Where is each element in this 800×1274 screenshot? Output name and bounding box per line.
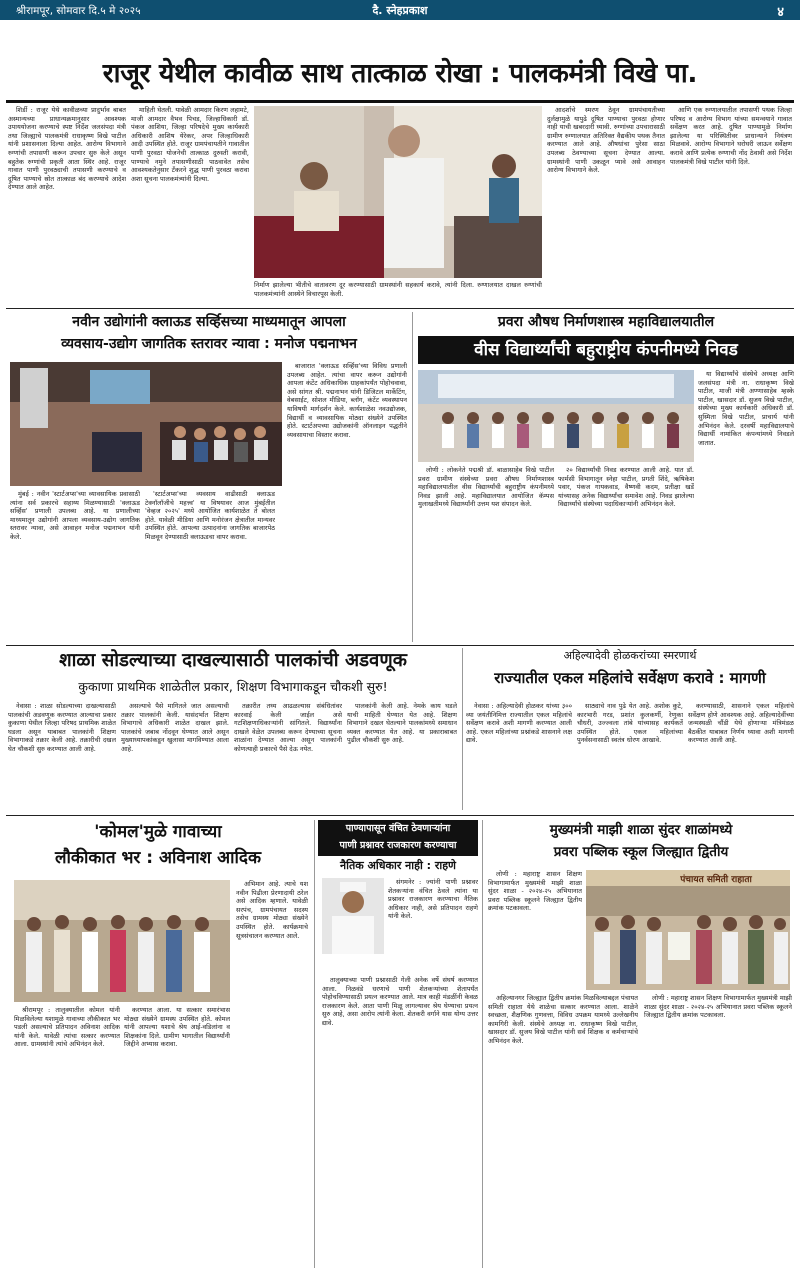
lead-headline: राजूर येथील कावीळ साथ तात्काळ रोखा : पालकमंत्री विखे पा.	[102, 58, 698, 89]
water-kicker-box	[318, 820, 478, 856]
lead-column-2: माहिती घेतली. यावेळी आमदार किरण लहामटे, माजी आमदार वैभव पिचड, जिल्हाधिकारी डॉ. पंकज आशिया, जिल्हा परिषदेचे मुख्य कार्यकारी अधिकारी आशिष येरेकर, अपर जिल्हाधिकारी आदी उपस्थित होते. राजूर ग्रामपंचायतीने गावातील पाणी पुरवठा योजनेची तात्काळ दुरुस्ती करावी, पाण्याचे नमुने तपासणीसाठी पाठवावेत तसेच आवश्यकतेनुसार टँकरने शुद्ध पाणी पुरवठा करावा अशा सूचना पालकमंत्र्यांनी दिल्या.	[131, 106, 249, 183]
school-column-3: तक्रारीत तथ्य आढळल्यास संबंधितांवर कारवाई केली जाईल असे गटशिक्षणाधिकाऱ्यांनी सांगितले. विद्यार्थ्यांना दाखले वेळेत उपलब्ध करून देण्याच्या सूचना शाळांना देण्यात आल्या असून पालकांनी कोणत्याही प्रकारचे पैसे देऊ नयेत.	[234, 702, 342, 753]
lead-photo	[254, 106, 542, 278]
komal-column-1: श्रीरामपूर : तालुक्यातील कोमल यांनी मिळविलेल्या यशामुळे गावाच्या लौकीकात भर पडली असल्याचे प्रतिपादन अविनाश आदिक यांनी केले. यावेळी त्यांचा सत्कार करण्यात आला. ग्रामस्थांनी त्यांचे अभिनंदन केले.	[14, 1006, 120, 1049]
issue-date: श्रीरामपूर, सोमवार दि.५ मे २०२५	[16, 5, 141, 17]
water-headline: नैतिक अधिकार नाही : राहणे	[340, 859, 456, 872]
pharmacy-column-2: २० विद्यार्थ्यांची निवड करण्यात आली आहे. यात डॉ. फार्मसी विभागातून स्नेहा पाटील, प्रगती शिंदे, ऋषिकेश पवार, पंकज गायकवाड, वैष्णवी कदम, प्रतीक्षा खर्डे यांच्यासह अनेक विद्यार्थ्यांचा समावेश आहे. निवड झालेल्या विद्यार्थ्यांचे संस्थेच्या पदाधिकाऱ्यांनी अभिनंदन केले.	[558, 466, 694, 509]
cloud-story-column-2: 'स्टार्टअप्स'च्या व्यवसाय वाढीसाठी क्लाऊड टेक्नॉलॉजीचे महत्त्व' या विषयावर आज मुंबईतील 'वेव्हज २०२५' मध्ये आयोजित कार्यशाळेत ते बोलत होते. यावेळी मीडिया आणि मनोरंजन क्षेत्रातील मान्यवर उपस्थित होते. आपल्या उत्पादनांना जागतिक बाजारपेठ मिळवून देण्यासाठी क्लाऊडचा वापर करावा.	[145, 490, 275, 541]
lead-column-1: शिर्डी : राजूर येथे कावीळच्या प्रादुर्भाव बाबत अस्मान्यच्या प्राधान्यक्रमानुसार आवश्यक उपाययोजना करण्याचे स्पष्ट निर्देश जलसंपदा मंत्री तथा जिल्ह्याचे पालकमंत्री राधाकृष्ण विखे पाटील यांनी प्रशासनाला दिल्या आहेत. आरोग्य विभागाने रुग्णांची तपासणी करून उपचार सुरु केले असून बहुतेक रुग्णांची प्रकृती आता स्थिर आहे. राजूर गावात पाणी पुरवठ्याची तपासणी करण्याचे व दूषित पाण्याचे स्रोत तात्काळ बंद करण्याचे आदेश देण्यात आले आहेत.	[8, 106, 126, 192]
school-award-photo	[586, 870, 790, 990]
single-women-headline: राज्यातील एकल महिलांचे सर्वेक्षण करावे : मागणी	[494, 669, 766, 687]
rahane-portrait	[322, 878, 384, 954]
school-column-1: नेवासा : शाळा सोडल्याच्या दाखल्यासाठी पालकांची अडवणूक करण्यात आल्याचा प्रकार कुकाणा येथील जिल्हा परिषद प्राथमिक शाळेत घडला असून याबाबत पालकांनी शिक्षण विभागाकडे तक्रार केली आहे. तक्रारीची दखल घेत चौकशी सुरु करण्यात आली आहे.	[8, 702, 116, 753]
column-divider	[314, 820, 315, 1268]
cloud-event-photo	[10, 362, 282, 486]
komal-column-3: अभिमान आहे. त्याचे यश नवीन पिढीला प्रेरणादायी ठरेल असे आदिक म्हणाले. यावेळी सरपंच, ग्रामपंचायत सदस्य तसेच ग्रामस्थ मोठ्या संख्येने उपस्थित होते. कार्यक्रमाचे सूत्रसंचालन करण्यात आले.	[236, 880, 308, 940]
cloud-story-column-1: मुंबई : नवीन 'स्टार्टअप्स'च्या व्यावसायिक प्रवासाठी त्यांना सर्व प्रकारचे सहाय्य मिळण्यासाठी 'क्लाऊड सर्व्हिस' प्रणाली उपलब्ध आहे. या प्रणालीच्या माध्यमातून उद्योगांनी आपला व्यवसाय-उद्योग जागतिक स्तरावर न्यावा, असे आवाहन मनोज पद्मनाभन यांनी केले.	[10, 490, 140, 541]
cloud-story-headline-2: व्यवसाय-उद्योग जागतिक स्तरावर न्यावा : मनोज पद्मनाभन	[61, 336, 357, 352]
column-divider	[462, 648, 463, 810]
school-certificate-headline: शाळा सोडल्याच्या दाखल्यासाठी पालकांची अडवणूक	[59, 650, 407, 671]
school-award-column-1: अहिल्यानगर जिल्ह्यात द्वितीय क्रमांक मिळविल्याबद्दल पंचायत समिती राहाता येथे शाळेचा सत्कार करण्यात आला. शाळेने स्वच्छता, शैक्षणिक गुणवत्ता, विविध उपक्रम यामध्ये उल्लेखनीय कामगिरी केली. संस्थेचे अध्यक्ष ना. राधाकृष्ण विखे पाटील, खासदार डॉ. सुजय विखे पाटील यांनी सर्व शिक्षक व कर्मचाऱ्यांचे अभिनंदन केले.	[488, 994, 638, 1045]
column-divider	[482, 820, 483, 1268]
water-kicker-line-2: पाणी प्रश्नावर राजकारण करण्याचा	[339, 840, 457, 851]
cloud-story-headline-1: नवीन उद्योगांनी क्लाऊड सर्व्हिसच्या माध्यमातून आपला	[72, 314, 346, 330]
lead-column-4: आणि एक रुग्णालयातील तपासणी पथक जिल्हा परिषद व आरोग्य विभाग यांच्या समन्वयाने गावात सर्वेक्षण करत आहे. दुषित पाण्यामुळे निर्माण झालेल्या या परिस्थितीवर प्राधान्याने नियंत्रण मिळवावे. आरोग्य विभागाने घरोघरी जाऊन सर्वेक्षण करावे आणि प्रत्येक रुग्णाची नोंद ठेवावी असे निर्देश पालकमंत्री विखे पाटील यांनी दिले.	[670, 106, 792, 166]
school-award-headline-2: प्रवरा पब्लिक स्कूल जिल्ह्यात द्वितीय	[553, 844, 729, 860]
section-divider	[6, 308, 794, 309]
komal-column-2: करण्यात आला. या सत्कार समारंभास मोठ्या संख्येने ग्रामस्थ उपस्थित होते. कोमल यांनी आपल्या यशाचे श्रेय आई-वडिलांना व शिक्षकांना दिले. ग्रामीण भागातील विद्यार्थ्यांनी जिद्दीने अभ्यास करावा.	[124, 1006, 230, 1049]
section-divider	[6, 815, 794, 816]
page-number: ४	[777, 5, 784, 20]
column-divider	[412, 312, 413, 642]
water-kicker-line-1: पाण्यापासून वंचित ठेवणार्‍यांना	[345, 823, 451, 834]
water-bottom-text: तालुक्याच्या पाणी प्रश्नासाठी गेली अनेक वर्षे संघर्ष करण्यात आला. निळवंडे धरणाचे पाणी शेतकऱ्यांच्या शेतापर्यंत पोहोचविण्यासाठी प्रयत्न करण्यात आले. मात्र काही मंडळींनी केवळ राजकारण केले. आता पाणी मिळू लागल्यावर श्रेय घेण्याचा प्रयत्न सुरु आहे, असा आरोप त्यांनी केला. शेतकरी वर्गाने यास योग्य उत्तर द्यावे.	[322, 976, 478, 1027]
school-certificate-subhead: कुकाणा प्राथमिक शाळेतील प्रकार, शिक्षण विभागाकडून चौकशी सुरु!	[78, 679, 388, 694]
school-column-2: असल्याचे पैसे मागितले जात असल्याची तक्रार पालकांनी केली. यासंदर्भात शिक्षण विभागाचे अधिकारी शाळेत दाखल झाले. पालकांचे जबाब नोंदवून घेण्यात आले असून मुख्याध्यापकांकडून खुलासा मागविण्यात आला आहे.	[121, 702, 229, 753]
school-award-column-2: लोणी : महाराष्ट्र शासन शिक्षण विभागामार्फत मुख्यमंत्री माझी शाळा सुंदर शाळा - २०२४-२५ अभियानात प्रवरा पब्लिक स्कूलने जिल्ह्यात द्वितीय क्रमांक पटकावला.	[644, 994, 792, 1020]
women-column-3: करण्यासाठी, शासनाने एकल महिलांचे सर्वेक्षण होणे आवश्यक आहे. अहिल्यादेवींच्या जन्मस्थळी चौंडी येथे होणाऱ्या मंत्रिमंडळ बैठकीत याबाबत निर्णय घ्यावा अशी मागणी करण्यात आली आहे.	[688, 702, 794, 745]
cloud-story-right-text: बाजारात 'क्लाऊड सर्व्हिस'च्या विविध प्रणाली उपलब्ध आहेत. त्यांचा वापर करून उद्योगांनी आपला कंटेंट अधिकाधिक ग्राहकांपर्यंत पोहोचवावा, असे सांगत श्री. पद्मनाभन यांनी डिजिटल मार्केटिंग, वेबसाईट, सोशल मीडिया, ब्लॉग, कंटेंट व्यवस्थापन याविषयी मार्गदर्शन केले. कार्यशाळेस नवउद्योजक, विद्यार्थी व व्यावसायिक मोठ्या संख्येने उपस्थित होते. स्टार्टअपच्या उद्योजकांनी ऑनलाइन पद्धतीने व्यवसायाचा विस्तार करावा.	[287, 362, 407, 439]
komal-felicitation-photo	[14, 880, 230, 1002]
pharmacy-column-3: या विद्यार्थ्यांचे संस्थेचे अध्यक्ष आणि जलसंपदा मंत्री ना. राधाकृष्ण विखे पाटील, माजी मंत्री अण्णासाहेब म्हस्के पाटील, खासदार डॉ. सुजय विखे पाटील, संस्थेच्या मुख्य कार्यकारी अधिकारी डॉ. सुस्मिता विखे पाटील, प्राचार्य यांनी अभिनंदन केले. दरवर्षी महाविद्यालयाचे विद्यार्थी नामांकित कंपन्यांमध्ये निवडले जातात.	[698, 370, 794, 447]
women-column-2: साठ्याचे नाव पुढे येत आहे. अशोक कुटे, कारभारी गरड, प्रशांत कुलकर्णी, रेणुका चौधरी, उज्ज्वला तांबे यांच्यासह कार्यकर्ते उपस्थित होते. एकल महिलांच्या पुनर्वसनासाठी स्वतंत्र धोरण आखावे.	[577, 702, 683, 745]
lead-column-3: आदर्शाचे स्मरण ठेवून ग्रामपंचायतीच्या दुर्लक्षामुळे यापुढे दूषित पाण्याचा पुरवठा होणार नाही याची खबरदारी घ्यावी. रुग्णांच्या उपचारासाठी ग्रामीण रुग्णालयात अतिरिक्त वैद्यकीय पथक तैनात करण्यात आले आहे. औषधांचा पुरेसा साठा उपलब्ध ठेवण्याच्या सूचना देण्यात आल्या. ग्रामस्थांनी पाणी उकळून प्यावे असे आवाहन आरोग्य विभागाने केले.	[547, 106, 665, 175]
pharmacy-column-1: लोणी : लोकनेते पद्मश्री डॉ. बाळासाहेब विखे पाटील प्रवरा ग्रामीण संस्थेच्या प्रवरा औषध निर्माणशास्त्र महाविद्यालयातील वीस विद्यार्थ्यांची बहुराष्ट्रीय कंपनीमध्ये निवड झाली आहे. महाविद्यालयात आयोजित कॅम्पस मुलाखतीमध्ये विद्यार्थ्यांनी उत्तम यश संपादन केले.	[418, 466, 554, 509]
single-women-kicker: अहिल्यादेवी होळकरांच्या स्मरणार्थ	[563, 649, 697, 662]
women-column-1: नेवासा : अहिल्यादेवी होळकर यांच्या ३०० व्या जयंतीनिमित्त राज्यातील एकल महिलांचे सर्वेक्षण करावे अशी मागणी करण्यात आली आहे. एकल महिलांच्या प्रश्नांकडे शासनाने लक्ष द्यावे.	[466, 702, 572, 745]
lead-rule	[6, 100, 794, 103]
lead-photo-caption: निर्माण झालेल्या भीतीचे वातावरण दूर करण्यासाठी ग्रामस्थांनी सहकार्य करावे, त्यांनी दिला. रुग्णालयात दाखल रुग्णांची पालकमंत्र्यांनी आस्थेने विचारपूस केली.	[254, 281, 542, 298]
photo-banner-text: पंचायत समिती राहाता	[680, 875, 752, 885]
section-divider	[6, 645, 794, 646]
pharmacy-students-photo	[418, 370, 694, 462]
komal-headline-2: लौकीकात भर : अविनाश आदिक	[54, 848, 261, 868]
newspaper-name: दै. स्नेहप्रकाश	[372, 4, 428, 17]
school-award-headline-1: मुख्यमंत्री माझी शाळा सुंदर शाळांमध्ये	[549, 822, 733, 838]
school-column-4: पालकांनी केली आहे. नेमके काय घडले याची माहिती घेण्यात येत आहे. शिक्षण विभागाने दखल घेतल्याने पालकांमध्ये समाधान व्यक्त करण्यात येत आहे. या प्रकाराबाबत पुढील चौकशी सुरु आहे.	[347, 702, 457, 745]
pharmacy-headline: वीस विद्यार्थ्यांची बहुराष्ट्रीय कंपनीमध्ये निवड	[418, 336, 794, 364]
water-right-text: संगमनेर : ज्यांनी पाणी प्रश्नावर शेतकऱ्यांना वंचित ठेवले त्यांना या प्रश्नावर राजकारण करण्याचा नैतिक अधिकार नाही, असे प्रतिपादन राहणे यांनी केले.	[388, 878, 478, 921]
pharmacy-kicker: प्रवरा औषध निर्माणशास्त्र महाविद्यालयातील	[497, 314, 715, 330]
komal-headline-1: 'कोमल'मुळे गावाच्या	[94, 822, 222, 842]
school-award-left-text: लोणी : महाराष्ट्र शासन शिक्षण विभागामार्फत मुख्यमंत्री माझी शाळा सुंदर शाळा - २०२४-२५ अभियानात प्रवरा पब्लिक स्कूलने जिल्ह्यात द्वितीय क्रमांक पटकावला.	[488, 870, 582, 913]
masthead	[0, 0, 800, 20]
